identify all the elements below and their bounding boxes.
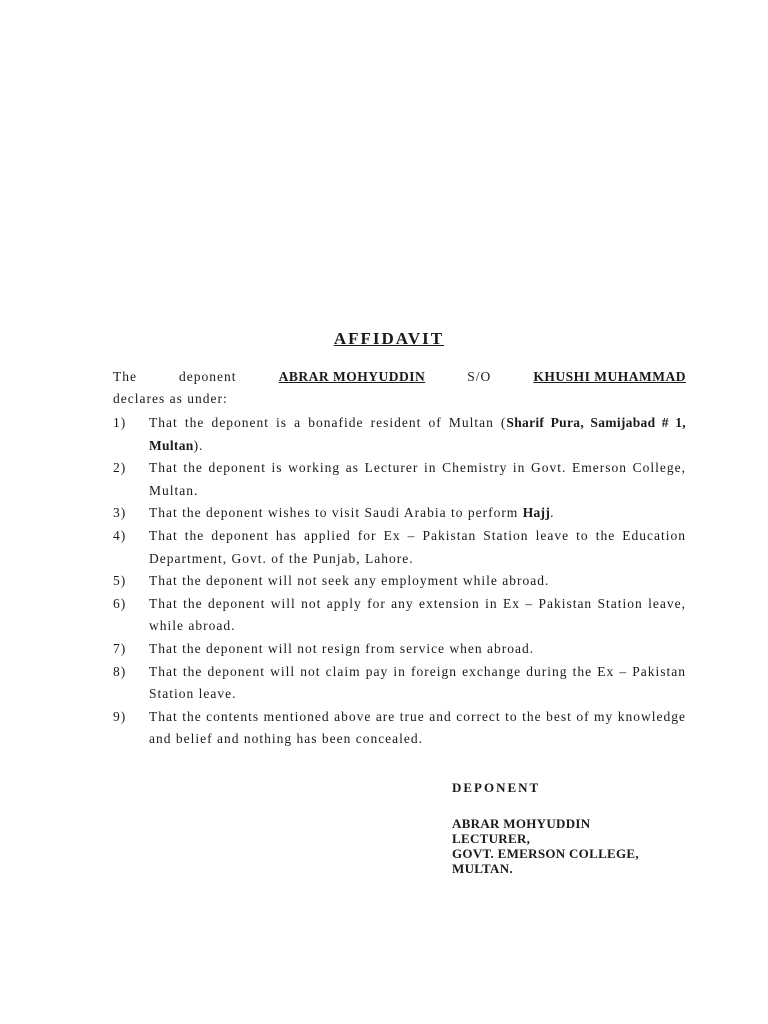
item-number: 5): [113, 573, 127, 589]
list-item: [113, 570, 686, 593]
item-number: 2): [113, 460, 127, 476]
signature-line: GOVT. EMERSON COLLEGE,: [452, 846, 639, 861]
father-name: KHUSHI MUHAMMAD: [533, 369, 686, 384]
item-number: 3): [113, 505, 127, 521]
list-item: [113, 661, 686, 706]
intro-word-deponent: deponent: [179, 369, 237, 384]
intro-word-the: The: [113, 369, 137, 384]
item-number: 7): [113, 640, 127, 656]
intro-line-2: declares as under:: [113, 391, 228, 406]
item-text: That the deponent is working as Lecturer in Chemistry in Govt. Emerson College, Multan.: [149, 460, 686, 498]
document-title: AFFIDAVIT: [333, 329, 445, 348]
signature-line: MULTAN.: [452, 861, 513, 876]
intro-paragraph: [113, 366, 686, 410]
item-number: 1): [113, 415, 127, 430]
item-number: 6): [113, 595, 127, 611]
item-text: That the deponent has applied for Ex – Pakistan Station leave to the Education Department, Govt. of the Punjab, Lahore.: [149, 527, 686, 566]
list-item: [113, 638, 686, 661]
list-item: [113, 706, 686, 751]
deponent-name: ABRAR MOHYUDDIN: [278, 369, 426, 384]
signature-address: [452, 816, 639, 876]
item-text: That the deponent will not seek any employment while abroad.: [149, 573, 550, 589]
item-number: 9): [113, 708, 127, 724]
list-item: [113, 593, 686, 638]
item-text: That the contents mentioned above are true and correct to the best of my knowledge and belief and nothing has been concealed.: [149, 708, 686, 747]
item-number: 4): [113, 527, 127, 543]
item-number: 8): [113, 663, 127, 679]
item-text: That the deponent wishes to visit Saudi Arabia to perform Hajj.: [149, 505, 555, 521]
list-item: [113, 502, 686, 525]
signature-block: [452, 780, 639, 876]
signature-heading: DEPONENT: [452, 780, 541, 795]
list-item: [113, 525, 686, 570]
item-text: That the deponent is a bonafide resident of Multan (Sharif Pura, Samijabad # 1, Multan).: [149, 415, 686, 453]
declaration-list: [113, 412, 686, 751]
item-text: That the deponent will not resign from service when abroad.: [149, 640, 535, 656]
intro-line-1: [113, 366, 686, 388]
signature-line: LECTURER,: [452, 831, 531, 846]
item-text: That the deponent will not apply for any extension in Ex – Pakistan Station leave, while abroad.: [149, 595, 686, 634]
relation-label: S/O: [467, 369, 492, 384]
item-text: That the deponent will not claim pay in foreign exchange during the Ex – Pakistan Station leave.: [149, 663, 686, 702]
signature-line: ABRAR MOHYUDDIN: [452, 816, 591, 831]
list-item: [113, 457, 686, 502]
list-item: [113, 412, 686, 457]
